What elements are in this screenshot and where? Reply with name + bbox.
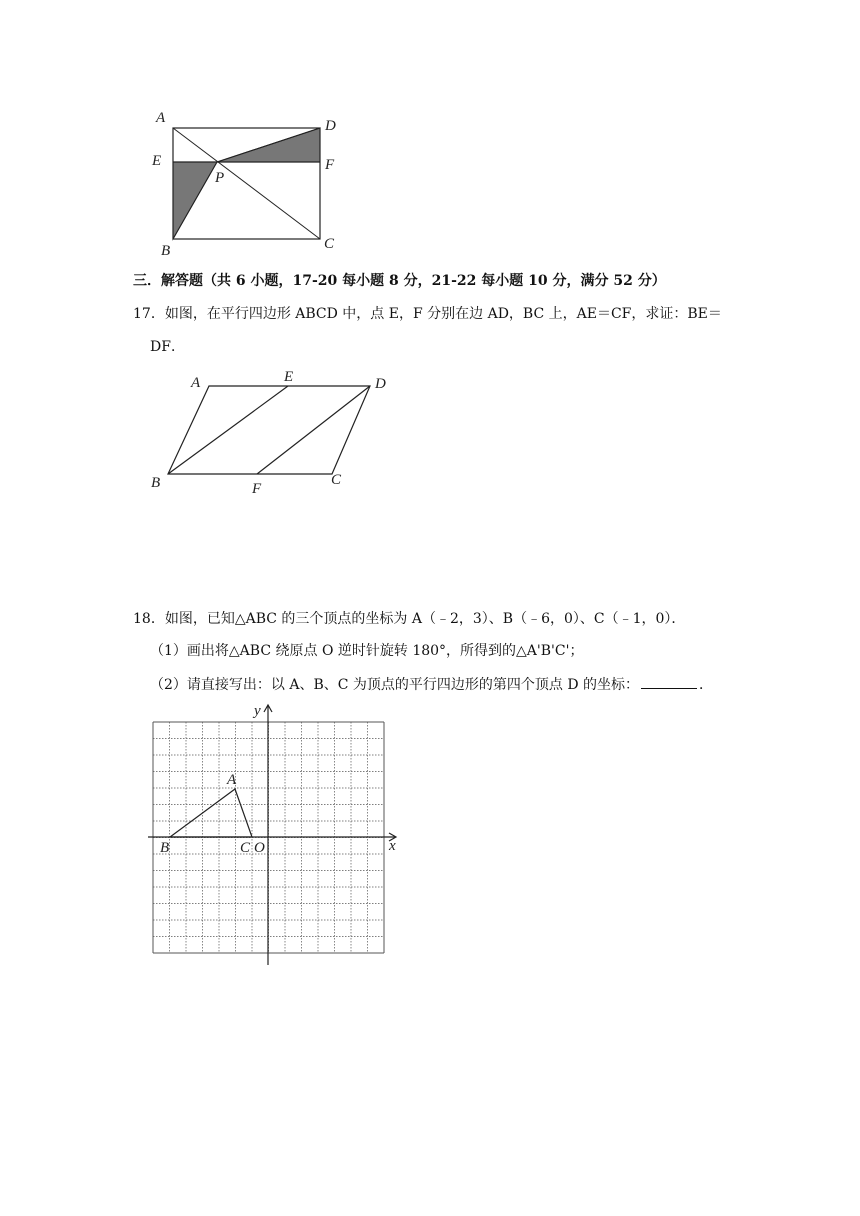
segment-be [168,386,288,474]
question-18-text: 18．如图，已知△ABC 的三个顶点的坐标为 A（﹣2，3）、B（﹣6，0）、C（﹣1，0）． [133,611,686,627]
label-y: y [254,703,261,719]
label-c: C [240,840,251,856]
label-c: C [324,236,335,252]
label-a: A [191,375,201,391]
question-18-part-1: （1）画出将△ABC 绕原点 O 逆时针旋转 180°，所得到的△A'B'C'； [150,643,584,659]
label-e: E [152,153,162,169]
figure-rectangle-shaded [140,108,340,258]
label-c: C [331,472,342,488]
figure-parallelogram [145,366,405,500]
answer-blank[interactable] [641,674,697,689]
coordinate-grid-svg [140,700,410,970]
label-x: x [389,838,396,854]
question-17-text-cont: DF． [150,339,185,355]
label-a: A [227,772,237,788]
label-e: E [284,369,294,385]
label-o: O [254,840,265,856]
label-b: B [161,243,171,258]
label-a: A [156,110,166,126]
coordinate-grid-figure [140,700,410,970]
segment-fd [257,386,370,474]
triangle-abc [170,789,252,837]
question-17-text: 17．如图，在平行四边形 ABCD 中，点 E，F 分别在边 AD，BC 上，AE＝CF，求证：BE＝ [133,306,722,322]
question-18-part-2-text: （2）请直接写出：以 A、B、C 为顶点的平行四边形的第四个顶点 D 的坐标： [150,677,640,693]
label-b: B [160,840,170,856]
label-p: P [215,170,225,186]
section-heading: 三．解答题（共 6 小题，17-20 每小题 8 分，21-22 每小题 10 分，满分 52 分） [133,273,666,289]
question-18-part-2-end: ． [699,677,714,693]
label-b: B [151,475,161,491]
label-d: D [375,376,386,392]
question-18-part-2 [150,674,713,695]
label-d: D [325,118,336,134]
label-f: F [252,481,262,497]
label-f: F [325,157,335,173]
